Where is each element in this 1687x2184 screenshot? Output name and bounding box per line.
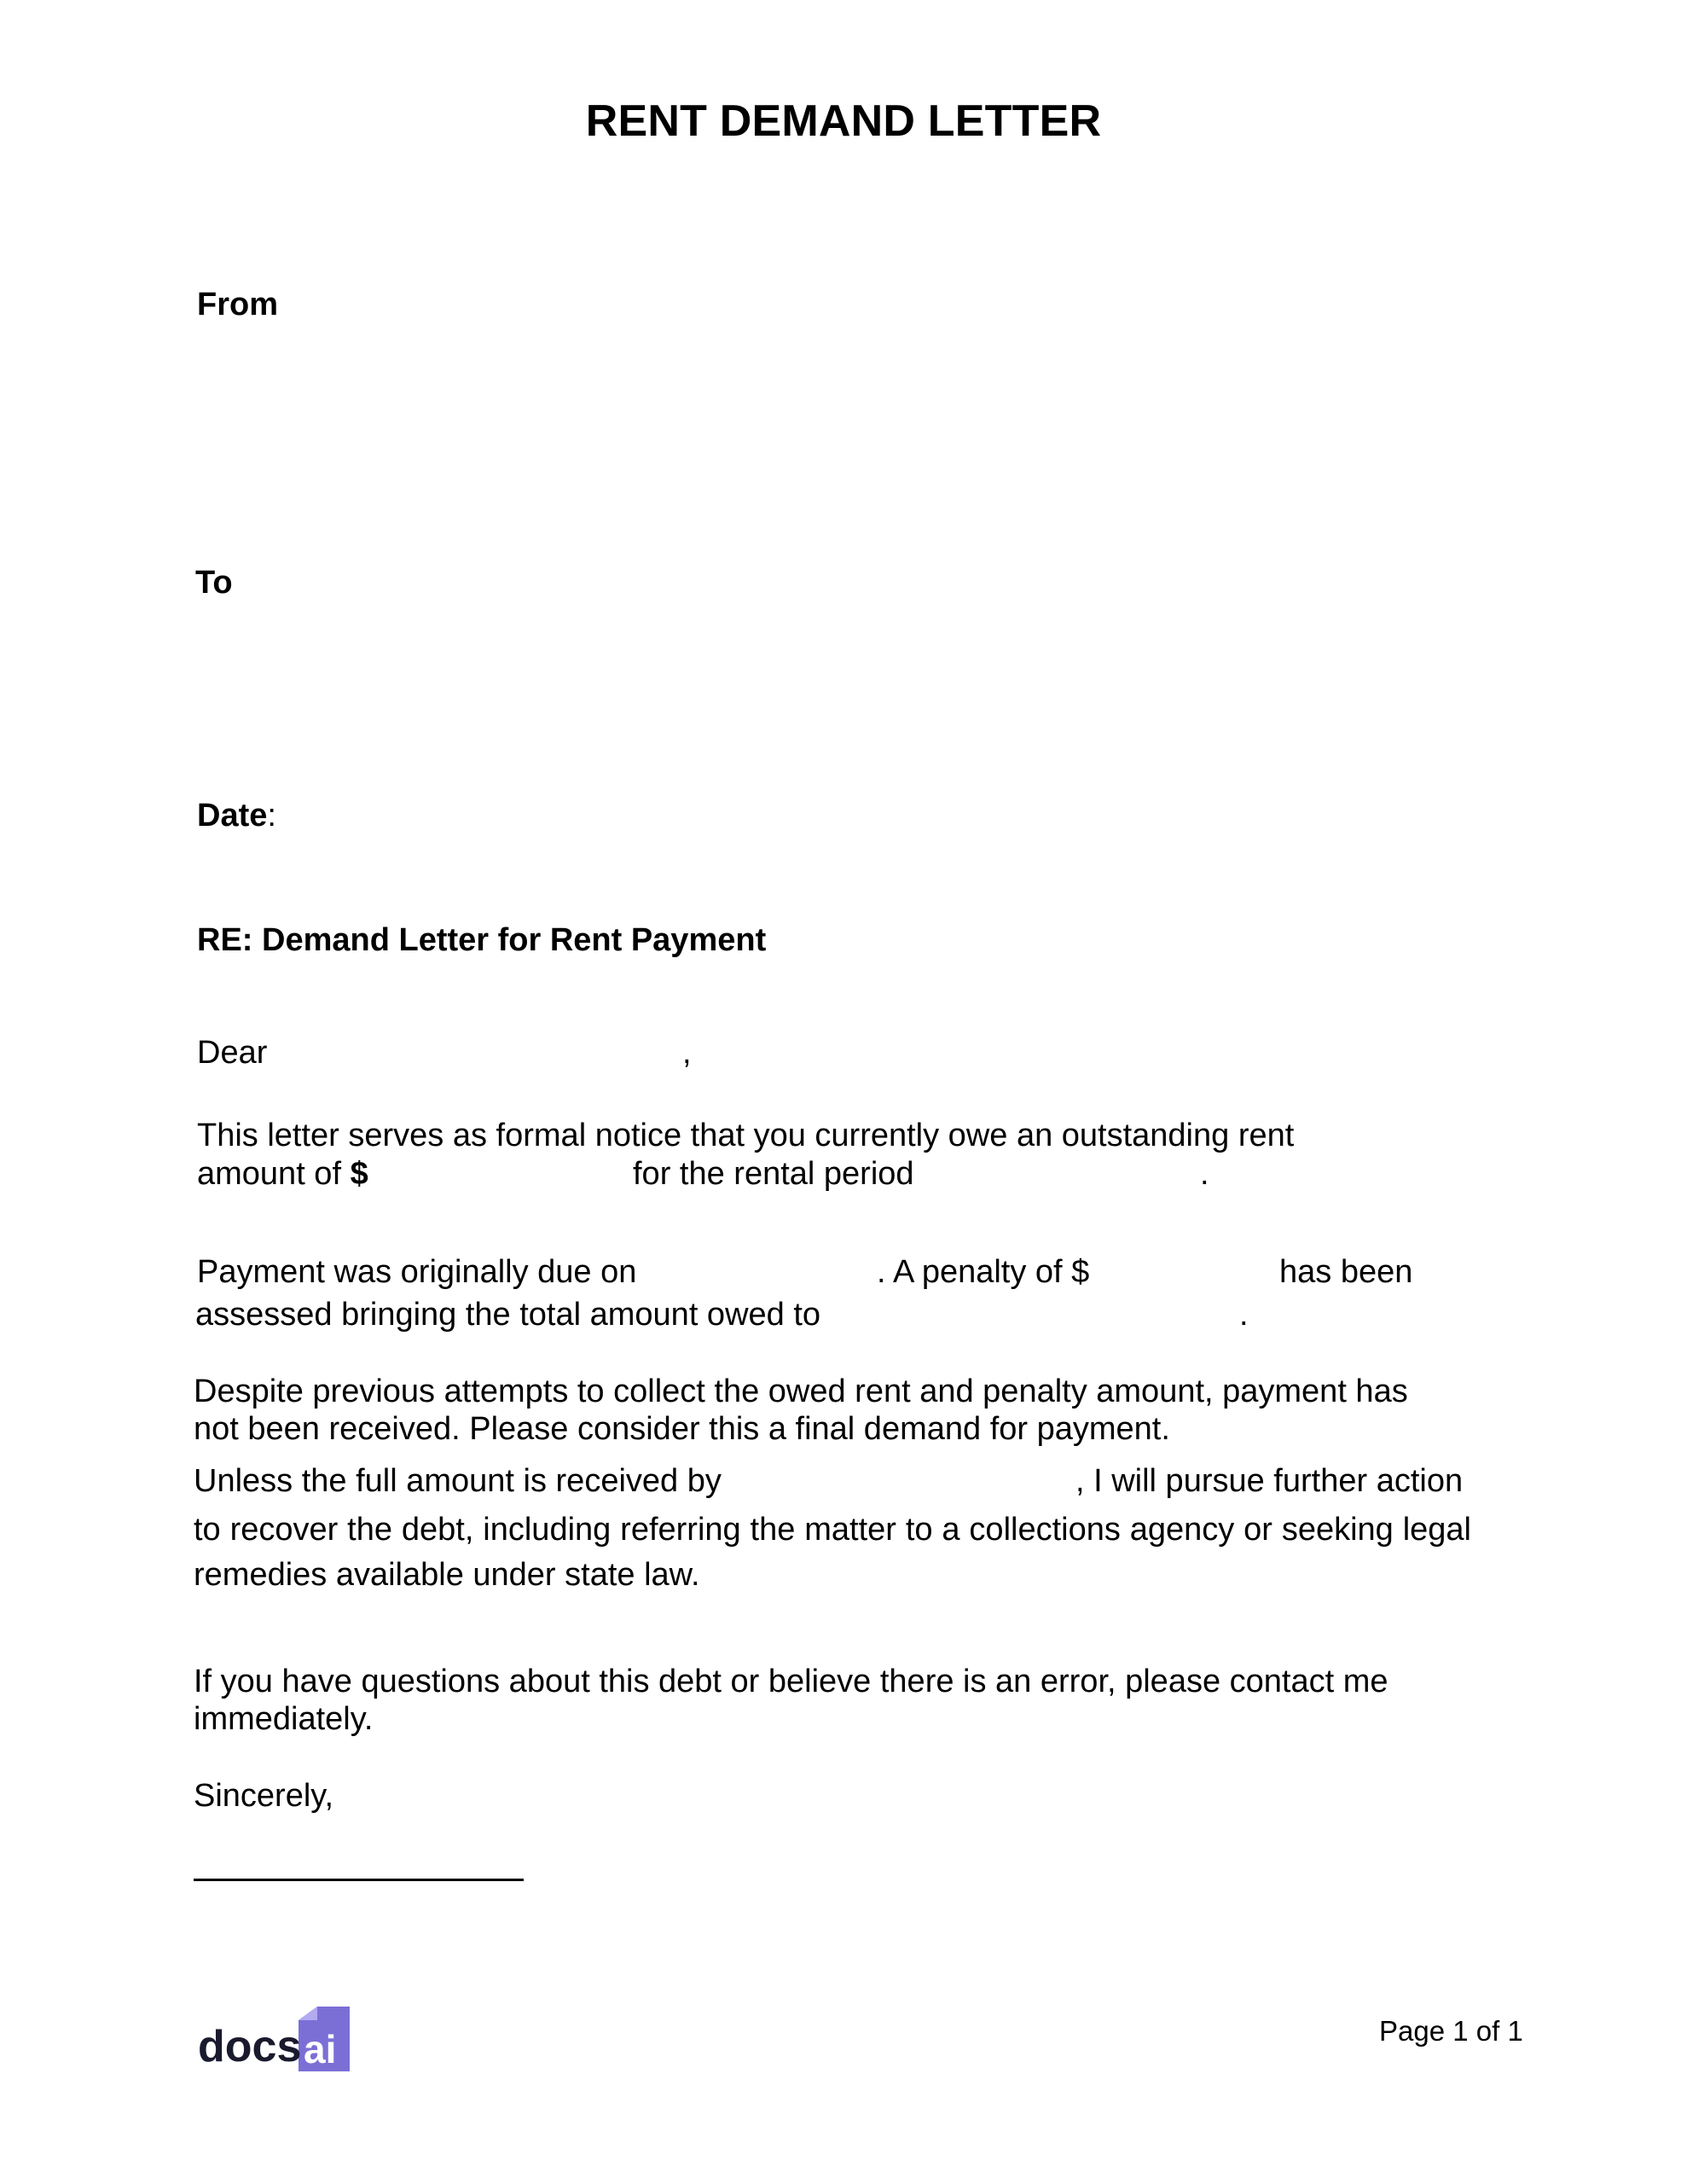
dollar-sign: $ <box>350 1156 368 1192</box>
para3-line2: not been received. Please consider this a final demand for payment. <box>194 1411 1170 1447</box>
para1-line1: This letter serves as formal notice that you currently owe an outstanding rent <box>197 1118 1295 1153</box>
para4-pursue: , I will pursue further action <box>1075 1463 1464 1499</box>
para2-end: . <box>1239 1297 1249 1333</box>
para2-penalty: . A penalty of $ <box>877 1254 1090 1290</box>
to-label: To <box>195 565 233 601</box>
para1-for-period: for the rental period <box>633 1156 914 1192</box>
para5-line2: immediately. <box>194 1701 374 1737</box>
para2-due-on: Payment was originally due on <box>197 1254 637 1290</box>
para4-rest: to recover the debt, including referring the matter to a collections agency or seeking legal remedies available under state law. <box>194 1512 1471 1593</box>
para1-period-end: . <box>1200 1156 1209 1192</box>
re-line: RE: Demand Letter for Rent Payment <box>197 922 767 958</box>
para5-line1: If you have questions about this debt or believe there is an error, please contact me <box>194 1664 1388 1699</box>
closing: Sincerely, <box>194 1778 334 1814</box>
signature-line <box>194 1879 524 1881</box>
logo-text: docs <box>198 2022 302 2071</box>
date-line <box>197 798 276 834</box>
para3-line1: Despite previous attempts to collect the owed rent and penalty amount, payment has <box>194 1374 1408 1409</box>
date-label: Date <box>197 798 268 834</box>
amount-of-text: amount of <box>197 1156 341 1192</box>
date-colon: : <box>267 798 276 834</box>
para2-assessed: assessed bringing the total amount owed to <box>195 1297 821 1333</box>
page-number: Page 1 of 1 <box>1379 2015 1523 2047</box>
salutation-dear: Dear <box>197 1035 268 1071</box>
logo-badge-text: ai <box>304 2027 337 2071</box>
para1-amount-of <box>197 1156 368 1193</box>
para4-unless: Unless the full amount is received by <box>194 1463 722 1499</box>
from-label: From <box>197 287 278 322</box>
logo-badge-fold <box>299 2007 317 2020</box>
salutation-comma: , <box>682 1035 692 1071</box>
document-title: RENT DEMAND LETTER <box>585 96 1102 146</box>
docsai-logo-graphic <box>198 1998 360 2075</box>
docsai-logo <box>198 1998 360 2075</box>
para2-has-been: has been <box>1279 1254 1413 1290</box>
